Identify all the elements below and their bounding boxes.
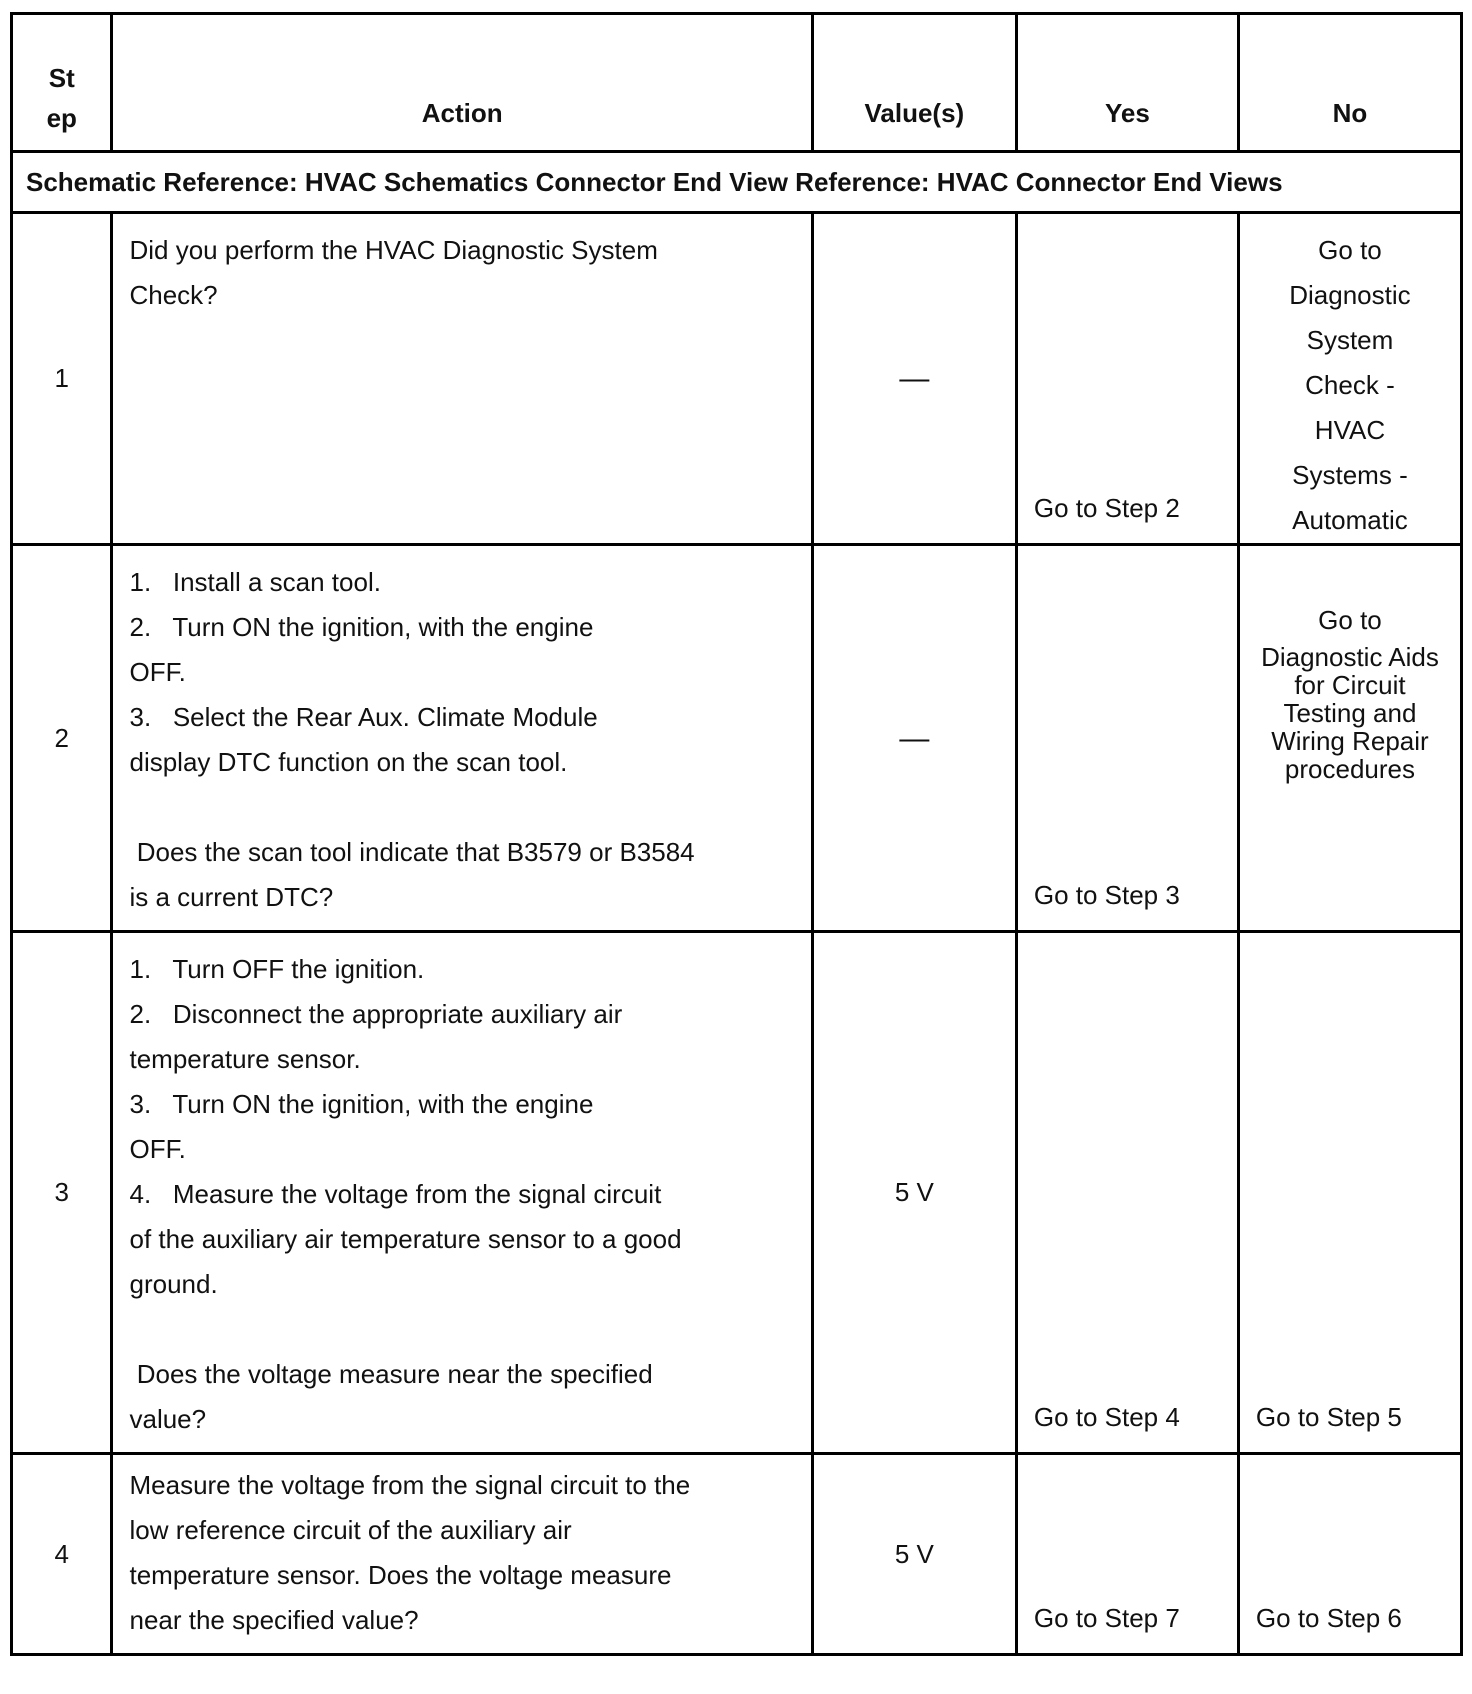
value-cell: —: [812, 545, 1016, 932]
header-row: [12, 14, 1462, 152]
table-row: [12, 545, 1462, 932]
value-cell: 5 V: [812, 1454, 1016, 1655]
step-number: 3: [12, 932, 112, 1454]
table-row: [12, 213, 1462, 545]
no-cell: Go to Diagnostic System Check - HVAC Systems - Automatic: [1238, 213, 1461, 545]
yes-cell: Go to Step 4: [1016, 932, 1238, 1454]
yes-cell: Go to Step 7: [1016, 1454, 1238, 1655]
no-cell: Go to Step 6: [1238, 1454, 1461, 1655]
action-cell: 1. Turn OFF the ignition. 2. Disconnect the appropriate auxiliary air temperature sensor. 3. Turn ON the ignition, with the engine OFF. 4. Measure the voltage from the signal circuit of the auxiliary air temperature sensor to a good ground. Does the voltage measure near the specified value?: [112, 932, 812, 1454]
step-number: 4: [12, 1454, 112, 1655]
diagnostic-table: [10, 12, 1463, 1656]
value-cell: 5 V: [812, 932, 1016, 1454]
header-action: Action: [112, 14, 812, 152]
header-yes: Yes: [1016, 14, 1238, 152]
yes-cell: Go to Step 3: [1016, 545, 1238, 932]
header-values: Value(s): [812, 14, 1016, 152]
step-number: 2: [12, 545, 112, 932]
reference-row: [12, 152, 1462, 213]
step-number: 1: [12, 213, 112, 545]
no-cell: Go to Diagnostic Aids for Circuit Testing and Wiring Repair procedures: [1238, 545, 1461, 932]
table-row: [12, 932, 1462, 1454]
header-no: No: [1238, 14, 1461, 152]
action-cell: Did you perform the HVAC Diagnostic System Check?: [112, 213, 812, 545]
value-cell: —: [812, 213, 1016, 545]
yes-cell: Go to Step 2: [1016, 213, 1238, 545]
table-row: [12, 1454, 1462, 1655]
schematic-reference: Schematic Reference: HVAC Schematics Connector End View Reference: HVAC Connector End Views: [12, 152, 1462, 213]
action-cell: Measure the voltage from the signal circuit to the low reference circuit of the auxiliary air temperature sensor. Does the voltage measure near the specified value?: [112, 1454, 812, 1655]
action-cell: 1. Install a scan tool. 2. Turn ON the ignition, with the engine OFF. 3. Select the Rear Aux. Climate Module display DTC function on the scan tool. Does the scan tool indicate that B3579 or B3584 is a current DTC?: [112, 545, 812, 932]
no-cell: Go to Step 5: [1238, 932, 1461, 1454]
header-step: St ep: [12, 14, 112, 152]
